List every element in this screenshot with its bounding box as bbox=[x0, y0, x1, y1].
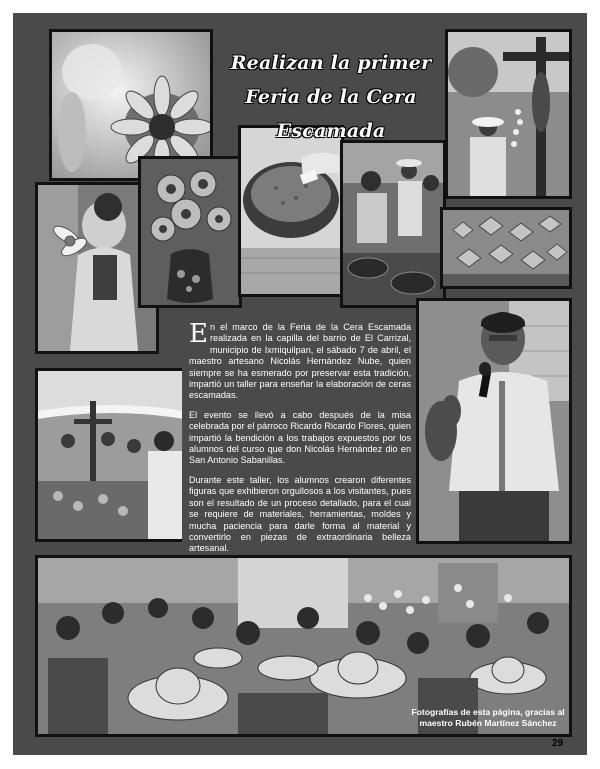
photo-crucifix bbox=[445, 29, 572, 199]
drop-cap: E bbox=[189, 319, 208, 349]
page-number: 29 bbox=[552, 738, 564, 749]
headline-line-2: Feria de la Cera Escamada bbox=[245, 86, 417, 142]
article-paragraph-1 bbox=[189, 319, 411, 402]
headline bbox=[215, 46, 447, 148]
photo-altar-cross bbox=[35, 368, 187, 542]
photo-men-at-stand bbox=[340, 140, 446, 308]
article-paragraph-1-text: n el marco de la Feria de la Cera Escamada realizada en la capilla del barrio de El Carrizal, municipio de Ixmiquilpan, el sábado 7 de abril, el maestro artesano Nicolás Hernández Nube, quien siempre se ha esmerado por preservar esta tradición, impartió un taller para enseñar la elaboración de ceras escamadas. bbox=[189, 322, 411, 401]
photo-wax-pieces bbox=[440, 207, 572, 289]
article-paragraph-3: Durante este taller, los alumnos crearon diferentes figuras que exhibieron orgullosos a los visitantes, pues son el resultado de un proceso detallado, para el cual se requiere de materiales, herramientas, moldes y mucha paciencia para darle forma al material y convertirlo en piezas de extraordinaria belleza artesanal. bbox=[189, 474, 411, 554]
photo-credit: Fotografías de esta página, gracias al maestro Rubén Martínez Sánchez bbox=[411, 707, 565, 728]
photo-wax-flower-vase bbox=[138, 156, 242, 308]
article-body bbox=[189, 319, 411, 563]
photo-bowl-material bbox=[238, 125, 344, 297]
article-paragraph-2: El evento se llevó a cabo después de la misa celebrada por el párroco Ricardo Ricardo Flores, quien impartió la bendición a los trabajos expuestos por los alumnos del curso que don Nicolás Hernández dio en San Antonio Sabanillas. bbox=[189, 409, 411, 466]
headline-line-1: Realizan la primer bbox=[230, 52, 432, 74]
photo-man-with-microphone bbox=[416, 298, 572, 544]
